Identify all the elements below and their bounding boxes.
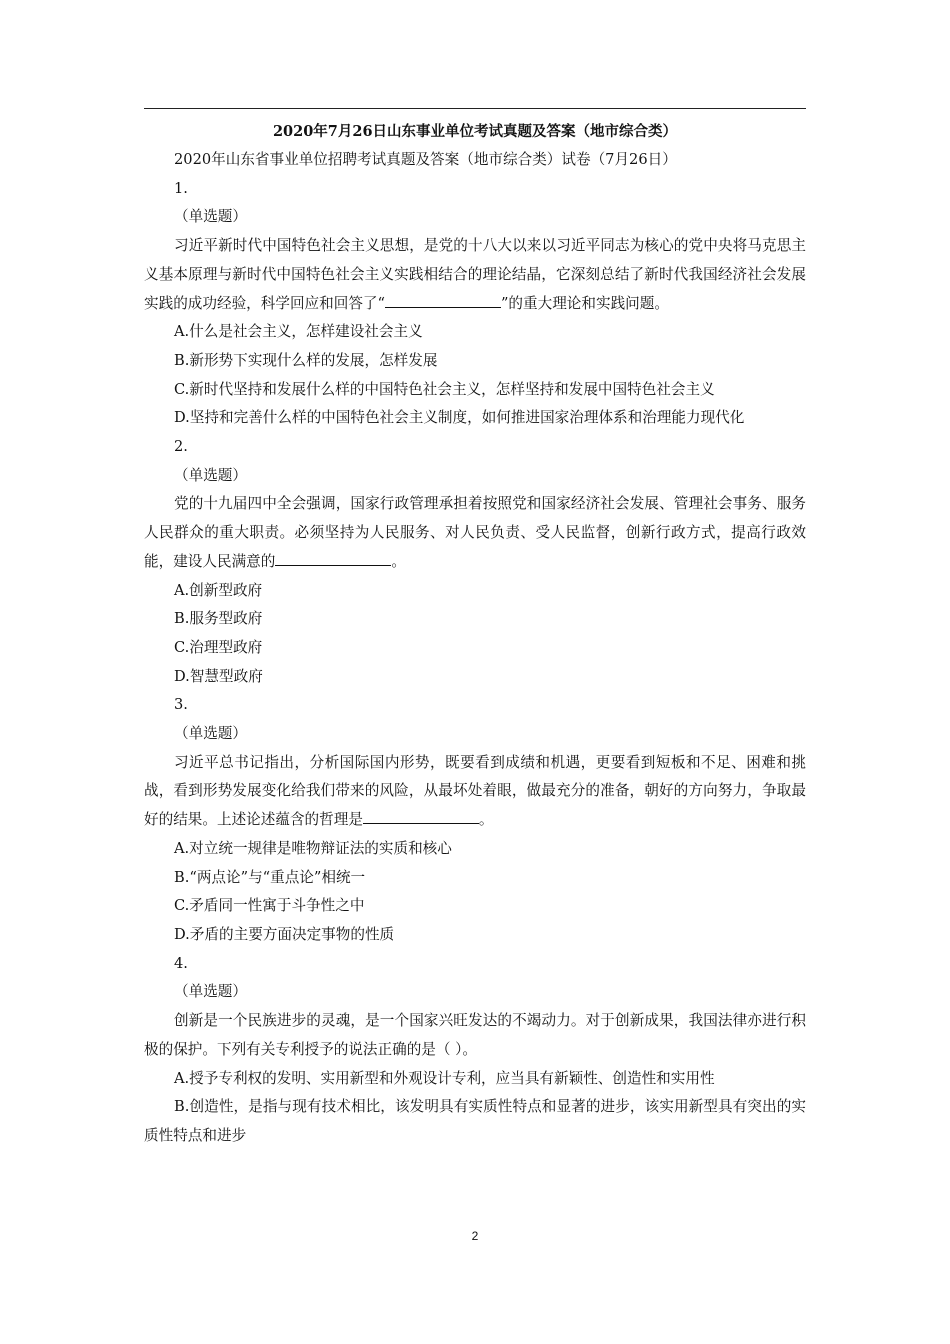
page-number: 2: [471, 1229, 479, 1243]
question-1-option-d: D.坚持和完善什么样的中国特色社会主义制度，如何推进国家治理体系和治理能力现代化: [174, 409, 745, 427]
question-1-number: 1.: [174, 179, 188, 197]
question-2-type: （单选题）: [174, 466, 247, 484]
question-2-stem-before: 党的十九届四中全会强调，国家行政管理承担着按照党和国家经济社会发展、管理社会事务、服务人民群众的重大职责。必须坚持为人民服务、对人民负责、受人民监督，创新行政方式，提高行政效能，建设人民满意的: [144, 495, 806, 570]
question-1-option-a: A.什么是社会主义，怎样建设社会主义: [174, 323, 423, 341]
question-4-option-b: B.创造性，是指与现有技术相比，该发明具有实质性特点和显著的进步，该实用新型具有突出的实质性特点和进步: [144, 1098, 806, 1144]
document-subtitle: 2020年山东省事业单位招聘考试真题及答案（地市综合类）试卷（7月26日）: [174, 151, 677, 168]
question-2-stem-after: 。: [391, 552, 406, 570]
question-3-option-d: D.矛盾的主要方面决定事物的性质: [174, 925, 395, 943]
question-3-option-b: B.“两点论”与“重点论”相统一: [174, 868, 366, 886]
question-4-stem: [144, 1007, 806, 1064]
question-4-number: 4.: [174, 954, 188, 972]
question-3-stem-before: 习近平总书记指出，分析国际国内形势，既要看到成绩和机遇，更要看到短板和不足、困难和挑战，看到形势发展变化给我们带来的风险，从最坏处着眼，做最充分的准备，朝好的方向努力，争取最好的结果。上述论述蕴含的哲理是: [144, 753, 806, 829]
question-1-stem-before: 习近平新时代中国特色社会主义思想，是党的十八大以来以习近平同志为核心的党中央将马克思主义基本原理与新时代中国特色社会主义实践相结合的理论结晶，它深刻总结了新时代我国经济社会发展实践的成功经验，科学回应和回答了“: [144, 237, 806, 312]
question-2-option-a: A.创新型政府: [174, 581, 263, 599]
question-1-answer-blank: [385, 294, 501, 308]
question-3-answer-blank: [363, 810, 479, 824]
question-2-option-c: C.治理型政府: [174, 638, 263, 656]
question-4-stem-before: 创新是一个民族进步的灵魂，是一个国家兴旺发达的不竭动力。对于创新成果，我国法律亦进行积极的保护。下列有关专利授予的说法正确的是（ ）。: [144, 1012, 806, 1058]
document-body: [144, 118, 806, 1151]
question-1-stem: [144, 232, 806, 318]
question-2-option-b: B.服务型政府: [174, 610, 263, 628]
question-3-number: 3.: [174, 696, 188, 714]
question-3-stem-after: 。: [478, 811, 494, 829]
question-1-option-c: C.新时代坚持和发展什么样的中国特色社会主义，怎样坚持和发展中国特色社会主义: [174, 380, 715, 398]
question-1-option-b: B.新形势下实现什么样的发展，怎样发展: [174, 351, 438, 369]
question-2-stem: [144, 490, 806, 576]
document-page: [144, 0, 806, 1344]
question-1-type: （单选题）: [174, 208, 247, 226]
question-4-option-a: A.授予专利权的发明、实用新型和外观设计专利，应当具有新颖性、创造性和实用性: [174, 1069, 715, 1087]
question-2-option-d: D.智慧型政府: [174, 667, 263, 685]
question-1-stem-after: ”的重大理论和实践问题。: [500, 294, 669, 312]
document-title: 2020年7月26日山东事业单位考试真题及答案（地市综合类）: [272, 123, 678, 140]
question-3-option-a: A.对立统一规律是唯物辩证法的实质和核心: [174, 839, 452, 857]
question-4-type: （单选题）: [174, 983, 247, 1001]
question-3-type: （单选题）: [174, 725, 247, 743]
question-2-answer-blank: [275, 552, 391, 566]
question-3-option-c: C.矛盾同一性寓于斗争性之中: [174, 897, 365, 915]
question-2-number: 2.: [174, 438, 188, 456]
question-3-stem: [144, 749, 806, 835]
header-rule: [144, 108, 806, 109]
